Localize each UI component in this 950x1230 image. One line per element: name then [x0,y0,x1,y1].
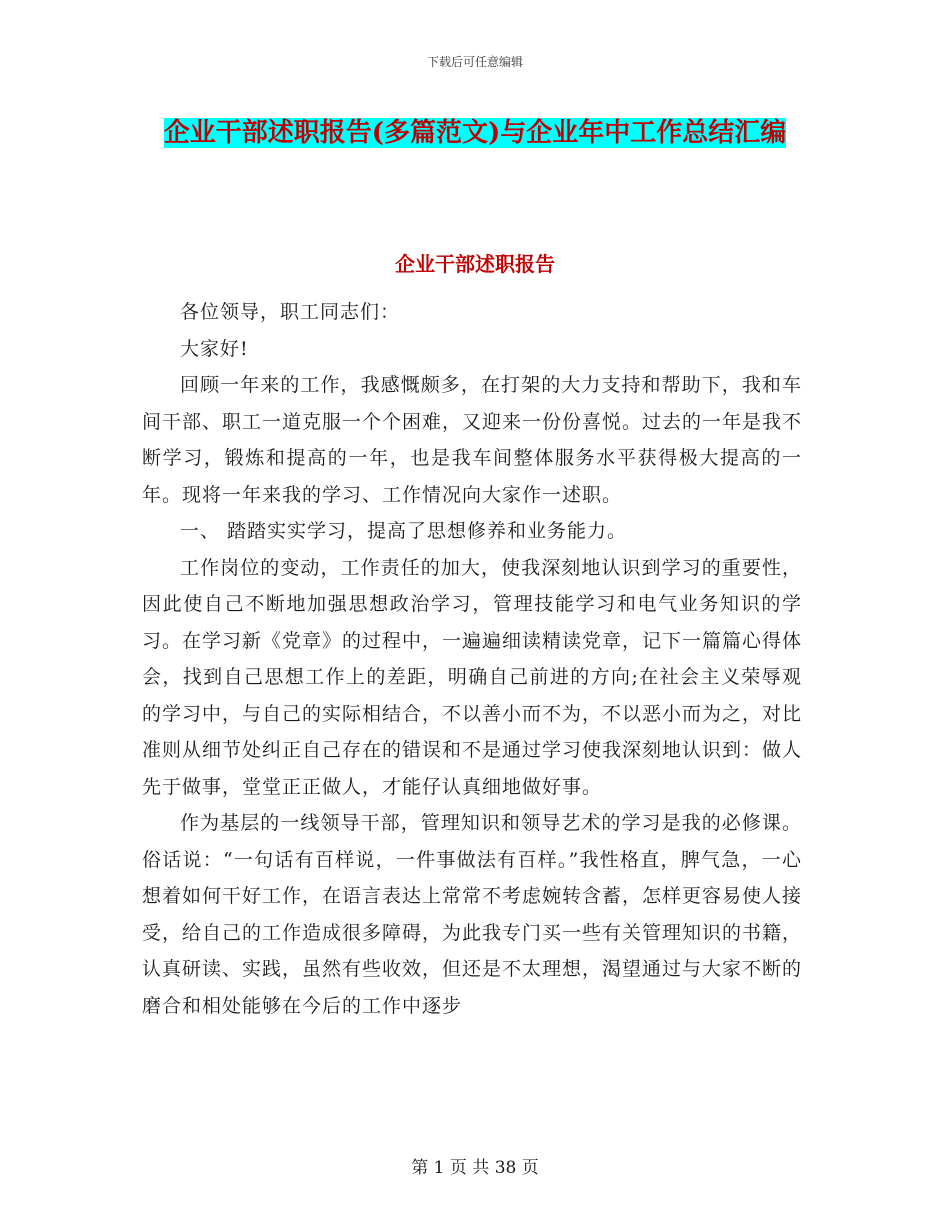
paragraph-review: 回顾一年来的工作，我感慨颇多，在打架的大力支持和帮助下，我和车间干部、职工一道克服一个个困难，又迎来一份份喜悦。过去的一年是我不断学习，锻炼和提高的一年，也是我车间整体服务水平获得极大提高的一年。现将一年来我的学习、工作情况向大家作一述职。 [142,374,803,506]
paragraph-greeting: 大家好! [180,337,249,360]
body-text [142,294,802,1024]
paragraph-salutation: 各位领导，职工同志们： [180,301,401,323]
paragraph-study: 工作岗位的变动，工作责任的加大，使我深刻地认识到学习的重要性，因此使自己不断地加强思想政治学习，管理技能学习和电气业务知识的学习。在学习新《党章》的过程中，一遍遍细读精读党章，记下一篇篇心得体会，找到自己思想工作上的差距，明确自己前进的方向;在社会主义荣辱观的学习中，与自己的实际相结合，不以善小而不为，不以恶小而为之，对比准则从细节处纠正自己存在的错误和不是通过学习使我深刻地认识到：做人先于做事，堂堂正正做人，才能仔认真细地做好事。 [142,556,803,798]
document-title [140,110,810,157]
paragraph-heading-one: 一、 踏踏实实学习，提高了思想修养和业务能力。 [180,520,628,542]
document-title-text: 企业干部述职报告(多篇范文)与企业年中工作总结汇编 [163,118,787,148]
page-footer-number: 第 1 页 共 38 页 [411,1158,539,1178]
section-title: 企业干部述职报告 [395,252,555,276]
page-header-note: 下载后可任意编辑 [426,55,523,69]
paragraph-management: 作为基层的一线领导干部，管理知识和领导艺术的学习是我的必修课。俗话说：“一句话有百样说，一件事做法有百样。”我性格直，脾气急，一心想着如何干好工作，在语言表达上常常不考虑婉转含蓄，怎样更容易使人接受，给自己的工作造成很多障碍，为此我专门买一些有关管理知识的书籍，认真研读、实践，虽然有些收效，但还是不太理想，渴望通过与大家不断的磨合和相处能够在今后的工作中逐步 [142,812,803,1017]
